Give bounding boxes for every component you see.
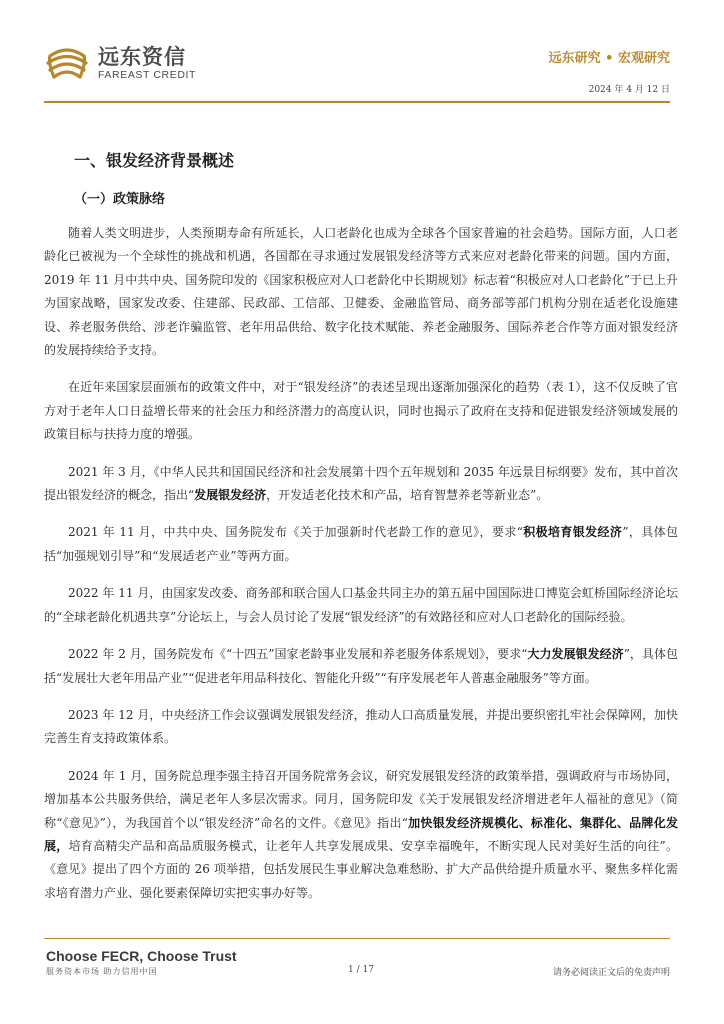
body-paragraph [44,582,678,629]
paragraph-text: 2023 年 12 月，中央经济工作会议强调发展银发经济，推动人口高质量发展，并提出要织密扎牢社会保障网，加快完善生育支持政策体系。 [44,707,678,746]
section-heading: 一、银发经济背景概述 [74,151,235,170]
paragraph-text: 2022 年 2 月，国务院发布《“十四五”国家老龄事业发展和养老服务体系规划》，要求“ [68,647,528,662]
paragraph-text: ”，具体包括“发展壮大老年用品产业”“促进老年用品科技化、智能化升级”“有序发展老年人普惠金融服务”等方面。 [44,647,678,685]
report-date: 2024 年 4 月 12 日 [588,85,670,95]
paragraph-text: 2022 年 11 月，由国家发改委、商务部和联合国人口基金共同主办的第五届中国国际进口博览会虹桥国际经济论坛的“全球老龄化机遇共享”分论坛上，与会人员讨论了发展“银发经济”的有效路径和应对人口老龄化的国际经验。 [44,586,678,624]
body-paragraph [44,765,678,905]
body-paragraph [44,376,678,446]
footer-slogan: Choose FECR, Choose Trust [46,948,237,964]
paragraph-text: 2021 年 11 月，中共中央、国务院发布《关于加强新时代老龄工作的意见》，要求“ [68,525,523,540]
paragraph-text: 随着人类文明进步，人类预期寿命有所延长，人口老龄化也成为全球各个国家普遍的社会趋势。国际方面，人口老龄化已被视为一个全球性的挑战和机遇，各国都在寻求通过发展银发经济等方式来应对老龄化带来的问题。国内方面，2019 年 11 月中共中央、国务院印发的《国家积极应对人口老龄化中长期规划》标志着“积极应对人口老龄化”于已上升为国家战略，国家发改委、住建部、民政部、工信部、卫健委、金融监管局、商务部等部门机构分别在适老化设施建设、养老服务供给、涉老诈骗监管、老年用品供给、数字化技术赋能、养老金融服务、国际养老合作等方面对银发经济的发展持续给予支持。 [44,226,678,358]
company-logo [44,40,196,86]
footer-tagline: 服务资本市场 助力信用中国 [46,967,158,976]
fecr-logo-icon [44,40,90,86]
emphasis-text: 大力发展银发经济 [527,647,624,662]
page-number: 1 / 17 [348,965,374,975]
document-body [44,222,678,919]
paragraph-text: ”，具体包括“加强规划引导”和“发展适老产业”等两方面。 [44,525,679,563]
paragraph-text: 2024 年 1 月，国务院总理李强主持召开国务院常务会议，研究发展银发经济的政策举措，强调政府与市场协同，增加基本公共服务供给，满足老年人多层次需求。同月，国务院印发《关于发展银发经济增进老年人福祉的意见》（简称“《意见》”），为我国首个以“银发经济”命名的文件。《意见》指出“ [44,768,678,830]
paragraph-text: ，开发适老化技术和产品，培育智慧养老等新业态”。 [266,488,549,503]
emphasis-text: 发展银发经济 [194,488,267,503]
paragraph-text: 在近年来国家层面颁布的政策文件中，对于“银发经济”的表述呈现出逐渐加强深化的趋势（表 1），这不仅反映了官方对于老年人口日益增长带来的社会压力和经济潜力的高度认识，同时也揭示了政府在支持和促进银发经济领域发展的政策目标与扶持力度的增强。 [44,380,678,442]
body-paragraph [44,643,678,690]
body-paragraph [44,521,678,568]
subsection-heading: （一）政策脉络 [74,192,166,207]
paragraph-text: 2021 年 3 月，《中华人民共和国国民经济和社会发展第十四个五年规划和 2035 年远景目标纲要》发布，其中首次提出银发经济的概念，指出“ [44,464,678,503]
emphasis-text: 积极培育银发经济 [522,525,623,540]
logo-english-name: FAREAST CREDIT [98,68,197,81]
header-divider [44,101,670,103]
body-paragraph [44,222,678,362]
logo-chinese-name: 远东资信 [98,44,186,69]
report-category: 远东研究 • 宏观研究 [548,51,670,66]
paragraph-text: 培育高精尖产品和高品质服务模式，让老年人共享发展成果、安享幸福晚年，不断实现人民对美好生活的向往”。《意见》提出了四个方面的 26 项举措，包括发展民生事业解决急难愁盼、扩大产品供给提升质量水平、聚焦多样化需求培育潜力产业、强化要素保障切实把实事办好等。 [44,838,678,900]
disclaimer-notice: 请务必阅读正文后的免责声明 [552,968,670,978]
emphasis-text: 加快银发经济规模化、标准化、集群化、品牌化发展， [44,815,678,853]
footer-divider [44,938,670,939]
body-paragraph [44,704,678,751]
body-paragraph [44,461,678,508]
